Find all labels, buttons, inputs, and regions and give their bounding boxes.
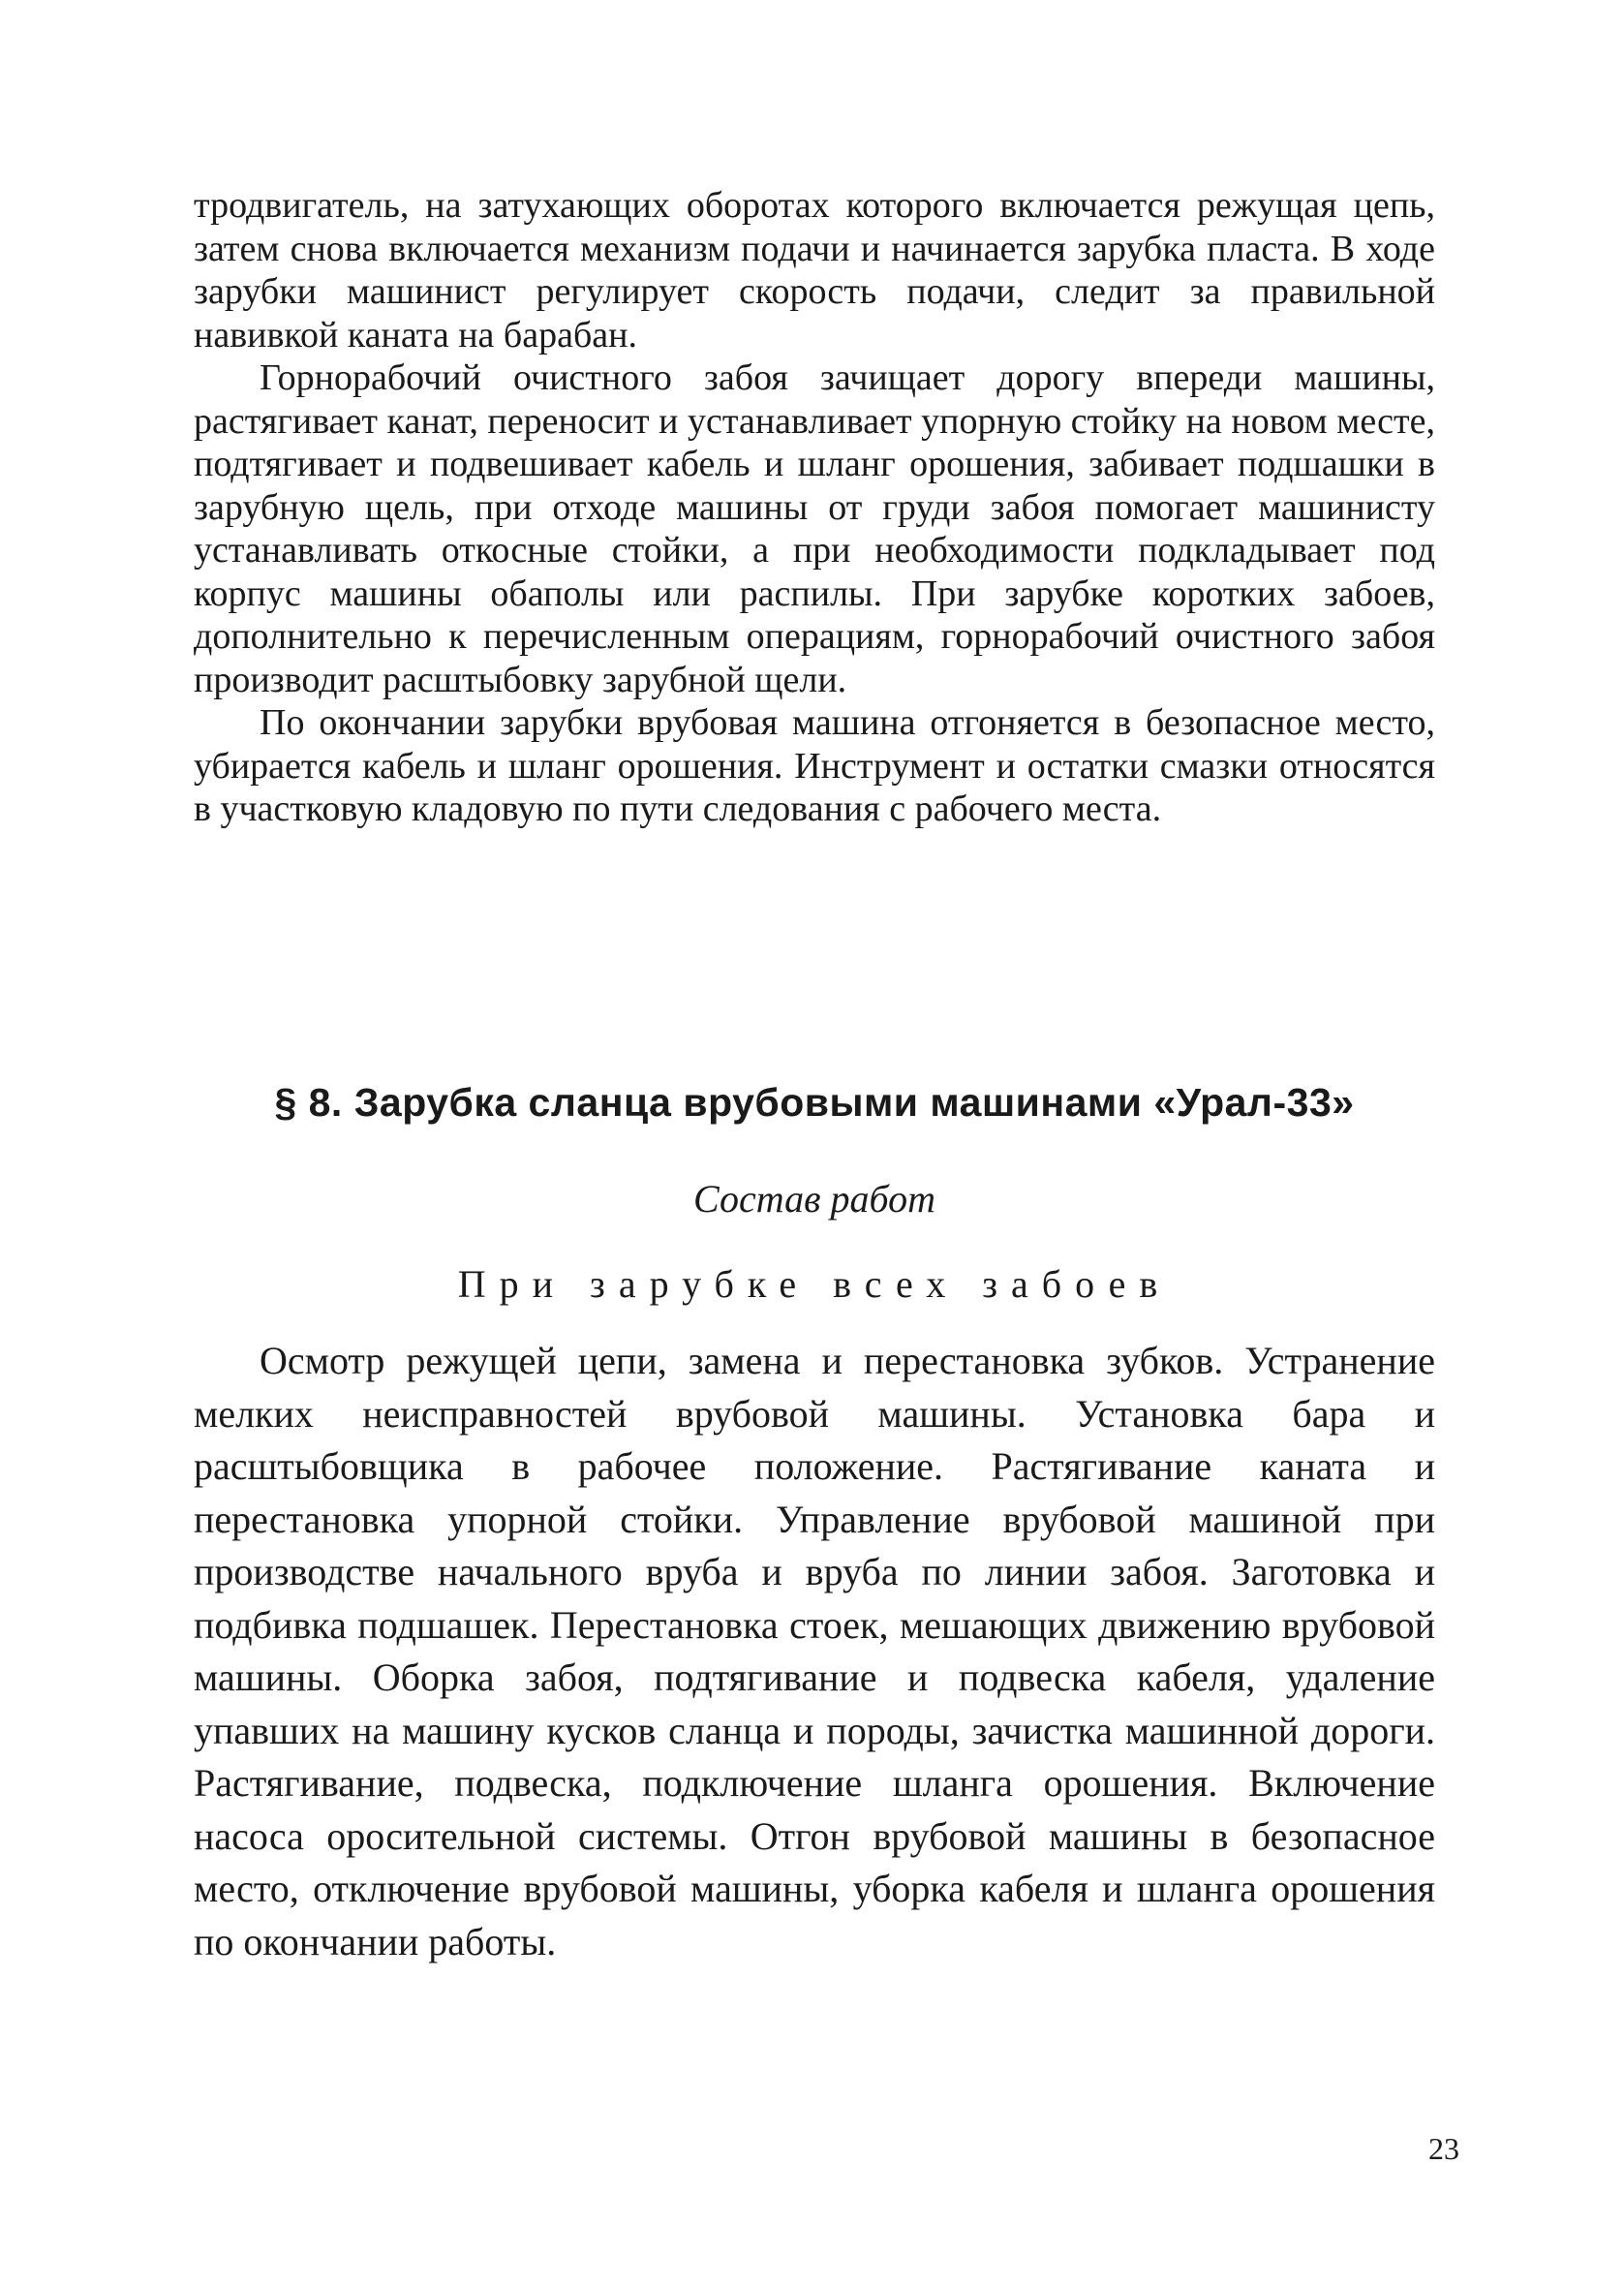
paragraph-continuation: тродвигатель, на затухающих оборотах которого включается режущая цепь, затем снова включается механизм подачи и начинается зарубка пласта. В ходе зарубки машинист регулирует скорость подачи, следит за правильной навивкой каната на барабан.	[194, 185, 1435, 356]
body-text-bottom	[194, 1335, 1435, 1968]
spaced-heading: При зарубке всех забоев	[457, 1262, 1172, 1306]
body-text-top	[194, 184, 1435, 831]
section-title: § 8. Зарубка сланца врубовыми машинами «Урал-33»	[274, 1080, 1355, 1125]
paragraph-end-of-cutting: По окончании зарубки врубовая машина отгоняется в безопасное место, убирается кабель и шланг орошения. Инструмент и остатки смазки относятся в участковую кладовую по пути следования с рабочего места.	[194, 702, 1435, 829]
paragraph-miner-duties: Горнорабочий очистного забоя зачищает дорогу впереди машины, растягивает канат, переносит и устанавливает упорную стойку на новом месте, подтягивает и подвешивает кабель и шланг орошения, забивает подшашки в зарубную щель, при отходе машины от груди забоя помогает машинисту устанавливать откосные стойки, а при необходимости подкладывает под корпус машины обаполы или распилы. При зарубке коротких забоев, дополнительно к перечисленным операциям, горнорабочий очистного забоя производит расштыбовку зарубной щели.	[194, 357, 1435, 700]
subsection-title: Состав работ	[693, 1177, 935, 1221]
paragraph-work-composition: Осмотр режущей цепи, замена и перестановка зубков. Устранение мелких неисправностей врубовой машины. Установка бара и расштыбовщика в рабочее положение. Растягивание каната и перестановка упорной стойки. Управление врубовой машиной при производстве начального вруба и вруба по линии забоя. Заготовка и подбивка подшашек. Перестановка стоек, мешающих движению врубовой машины. Оборка забоя, подтягивание и подвеска кабеля, удаление упавших на машину кусков сланца и породы, зачистка машинной дороги. Растягивание, подвеска, подключение шланга орошения. Включение насоса оросительной системы. Отгон врубовой машины в безопасное место, отключение врубовой машины, уборка кабеля и шланга орошения по окончании работы.	[194, 1339, 1435, 1963]
page-number: 23	[1428, 2131, 1459, 2166]
